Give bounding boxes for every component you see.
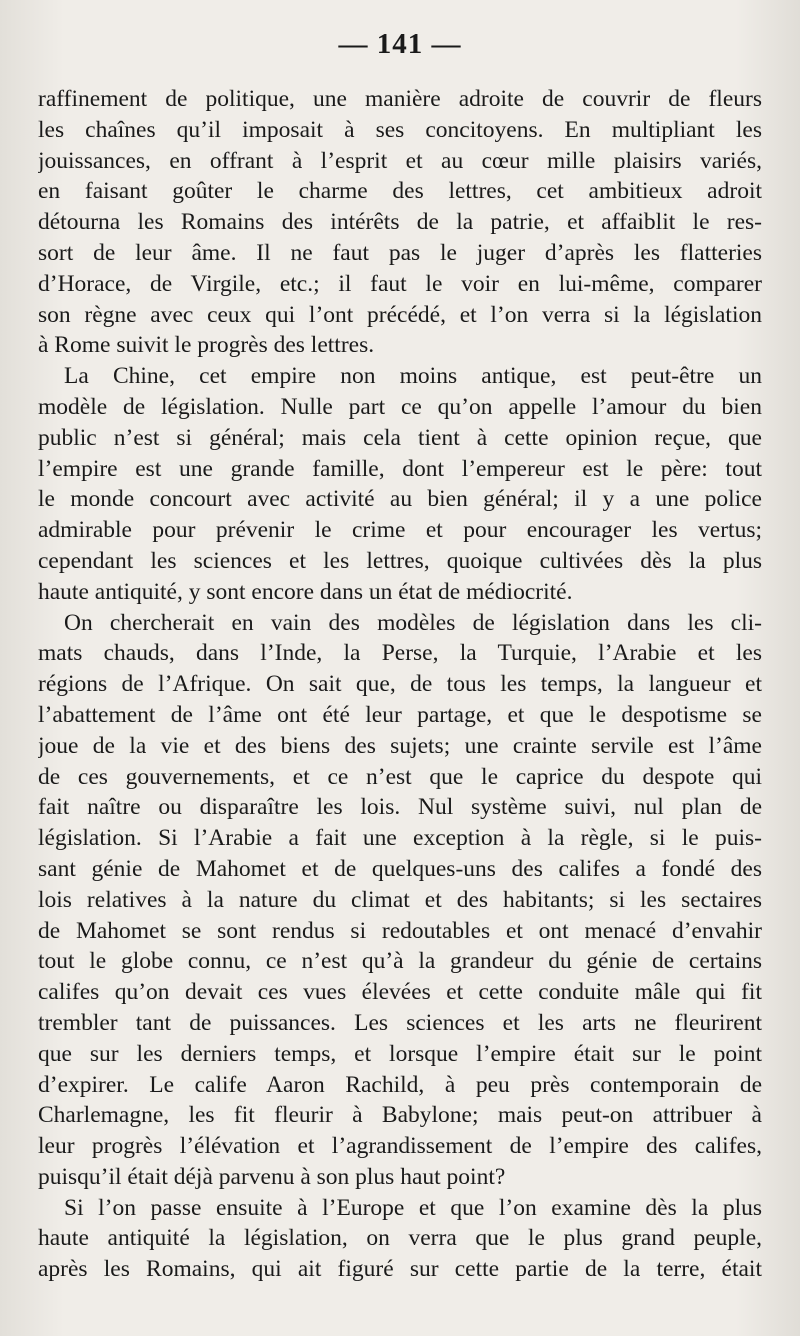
text-line: de ces gouvernements, et ce n’est que le caprice du despote qui [38, 763, 762, 790]
text-line: modèle de législation. Nulle part ce qu’on appelle l’amour du bien [38, 393, 762, 420]
text-line: en faisant goûter le charme des lettres, cet ambitieux adroit [38, 178, 762, 205]
text-line: de Mahomet se sont rendus si redoutables et ont menacé d’envahir [38, 917, 762, 944]
text-line: Charlemagne, les fit fleurir à Babylone; mais peut-on attribuer à [38, 1102, 762, 1129]
text-line: l’empire est une grande famille, dont l’empereur est le père: tout [38, 455, 762, 482]
text-line: admirable pour prévenir le crime et pour encourager les vertus; [38, 517, 762, 544]
text-line: joue de la vie et des biens des sujets; une crainte servile est l’âme [38, 732, 762, 759]
text-line: sant génie de Mahomet et de quelques-uns des califes a fondé des [38, 855, 762, 882]
text-line: législation. Si l’Arabie a fait une exception à la règle, si le puis- [38, 825, 762, 852]
text-line: l’abattement de l’âme ont été leur partage, et que le despotisme se [38, 701, 762, 728]
text-line: après les Romains, qui ait figuré sur cette partie de la terre, était [38, 1256, 762, 1283]
page-number: — 141 — [338, 28, 462, 60]
text-line: haute antiquité la législation, on verra que le plus grand peuple, [38, 1225, 762, 1252]
text-line: La Chine, cet empire non moins antique, est peut-être un [64, 363, 762, 390]
text-line: raffinement de politique, une manière adroite de couvrir de fleurs [38, 86, 762, 112]
text-line: sort de leur âme. Il ne faut pas le juger d’après les flatteries [38, 239, 762, 266]
text-line: puisqu’il était déjà parvenu à son plus haut point? [38, 1163, 506, 1190]
text-line: son règne avec ceux qui l’ont précédé, et l’on verra si la législation [38, 301, 762, 328]
text-line: d’expirer. Le calife Aaron Rachild, à peu près contemporain de [38, 1071, 762, 1098]
text-line: trembler tant de puissances. Les sciences et les arts ne fleurirent [38, 1009, 762, 1036]
text-line: fait naître ou disparaître les lois. Nul système suivi, nul plan de [38, 794, 762, 821]
text-line: régions de l’Afrique. On sait que, de tous les temps, la langueur et [38, 671, 762, 698]
text-line: haute antiquité, y sont encore dans un état de médiocrité. [38, 578, 573, 605]
text-line: détourna les Romains des intérêts de la patrie, et affaiblit le res- [38, 209, 762, 236]
text-line: califes qu’on devait ces vues élevées et cette conduite mâle qui fit [38, 979, 762, 1006]
body-text [38, 84, 762, 1285]
text-line: mats chauds, dans l’Inde, la Perse, la Turquie, l’Arabie et les [38, 640, 762, 667]
text-line: leur progrès l’élévation et l’agrandissement de l’empire des califes, [38, 1133, 762, 1160]
text-line: le monde concourt avec activité au bien général; il y a une police [38, 486, 762, 513]
text-line: jouissances, en offrant à l’esprit et au cœur mille plaisirs variés, [38, 147, 762, 174]
text-line: d’Horace, de Virgile, etc.; il faut le voir en lui-même, comparer [38, 270, 762, 297]
text-line: On chercherait en vain des modèles de législation dans les cli- [64, 609, 762, 636]
text-line: public n’est si général; mais cela tient à cette opinion reçue, que [38, 424, 762, 451]
text-line: cependant les sciences et les lettres, quoique cultivées dès la plus [38, 547, 762, 574]
text-line: les chaînes qu’il imposait à ses concitoyens. En multipliant les [38, 116, 762, 143]
text-line: lois relatives à la nature du climat et des habitants; si les sectaires [38, 886, 762, 913]
text-line: à Rome suivit le progrès des lettres. [38, 332, 375, 359]
text-line: que sur les derniers temps, et lorsque l’empire était sur le point [38, 1040, 762, 1067]
text-line: Si l’on passe ensuite à l’Europe et que l’on examine dès la plus [64, 1194, 762, 1221]
text-line: tout le globe connu, ce n’est qu’à la grandeur du génie de certains [38, 948, 762, 975]
